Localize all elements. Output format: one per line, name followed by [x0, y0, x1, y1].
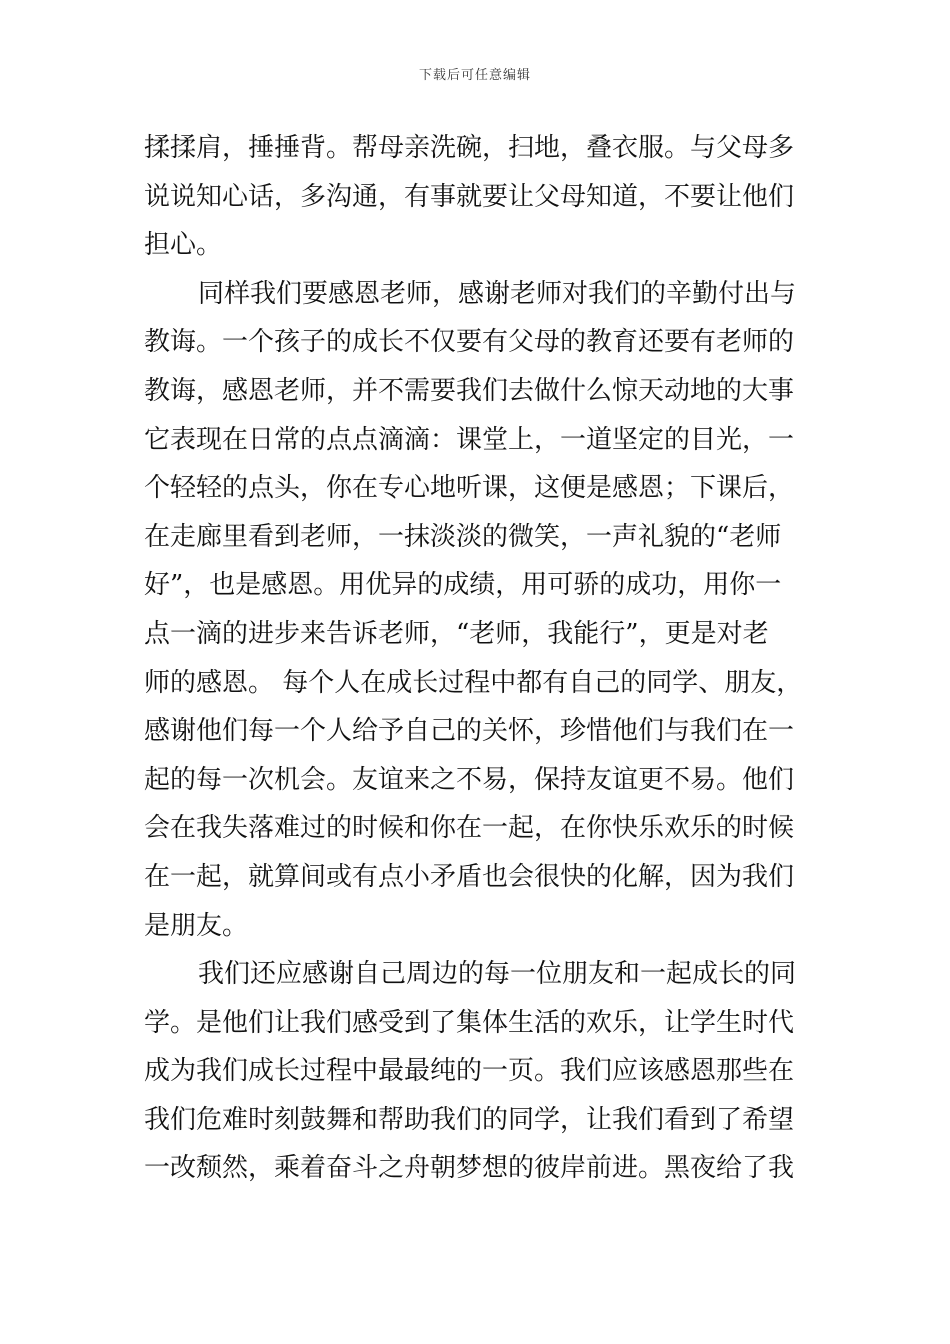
text-line: 担心。 [144, 230, 223, 261]
text-line: 说说知心话，多沟通，有事就要让父母知道，不要让他们 [144, 181, 795, 212]
text-line: 一改颓然，乘着奋斗之舟朝梦想的彼岸前进。黑夜给了我 [144, 1153, 795, 1184]
text-line: 教诲，感恩老师，并不需要我们去做什么惊天动地的大事 [144, 375, 795, 406]
text-line: 起的每一次机会。友谊来之不易，保持友谊更不易。他们 [144, 764, 795, 795]
text-line: 揉揉肩，捶捶背。帮母亲洗碗，扫地，叠衣服。与父母多 [144, 133, 795, 163]
text-line: 同样我们要感恩老师，感谢老师对我们的辛勤付出与 [198, 278, 797, 309]
text-line: 成为我们成长过程中最最纯的一页。我们应该感恩那些在 [144, 1056, 795, 1087]
text-line: 个轻轻的点头，你在专心地听课，这便是感恩；下课后， [144, 473, 795, 504]
text-line: 它表现在日常的点点滴滴：课堂上，一道坚定的目光，一 [144, 424, 795, 455]
document-body [144, 124, 816, 1193]
text-line: 点一滴的进步来告诉老师，“老师，我能行”，更是对老 [144, 618, 769, 649]
text-line: 会在我失落难过的时候和你在一起，在你快乐欢乐的时候 [144, 813, 795, 844]
text-line: 学。是他们让我们感受到了集体生活的欢乐，让学生时代 [144, 1007, 795, 1038]
text-line: 是朋友。 [144, 910, 249, 941]
text-line: 教诲。一个孩子的成长不仅要有父母的教育还要有老师的 [144, 327, 795, 358]
text-line: 师的感恩。 每个人在成长过程中都有自己的同学、朋友， [144, 667, 803, 698]
text-line: 在走廊里看到老师，一抹淡淡的微笑，一声礼貌的“老师 [144, 521, 782, 552]
text-line: 在一起，就算间或有点小矛盾也会很快的化解，因为我们 [144, 861, 795, 892]
page-header: 下载后可任意编辑 [418, 68, 531, 83]
text-line: 我们危难时刻鼓舞和帮助我们的同学，让我们看到了希望 [144, 1104, 795, 1135]
text-line: 感谢他们每一个人给予自己的关怀，珍惜他们与我们在一 [144, 716, 795, 747]
text-line: 我们还应感谢自己周边的每一位朋友和一起成长的同 [198, 959, 797, 990]
text-line: 好”，也是感恩。用优异的成绩，用可骄的成功，用你一 [144, 570, 782, 601]
